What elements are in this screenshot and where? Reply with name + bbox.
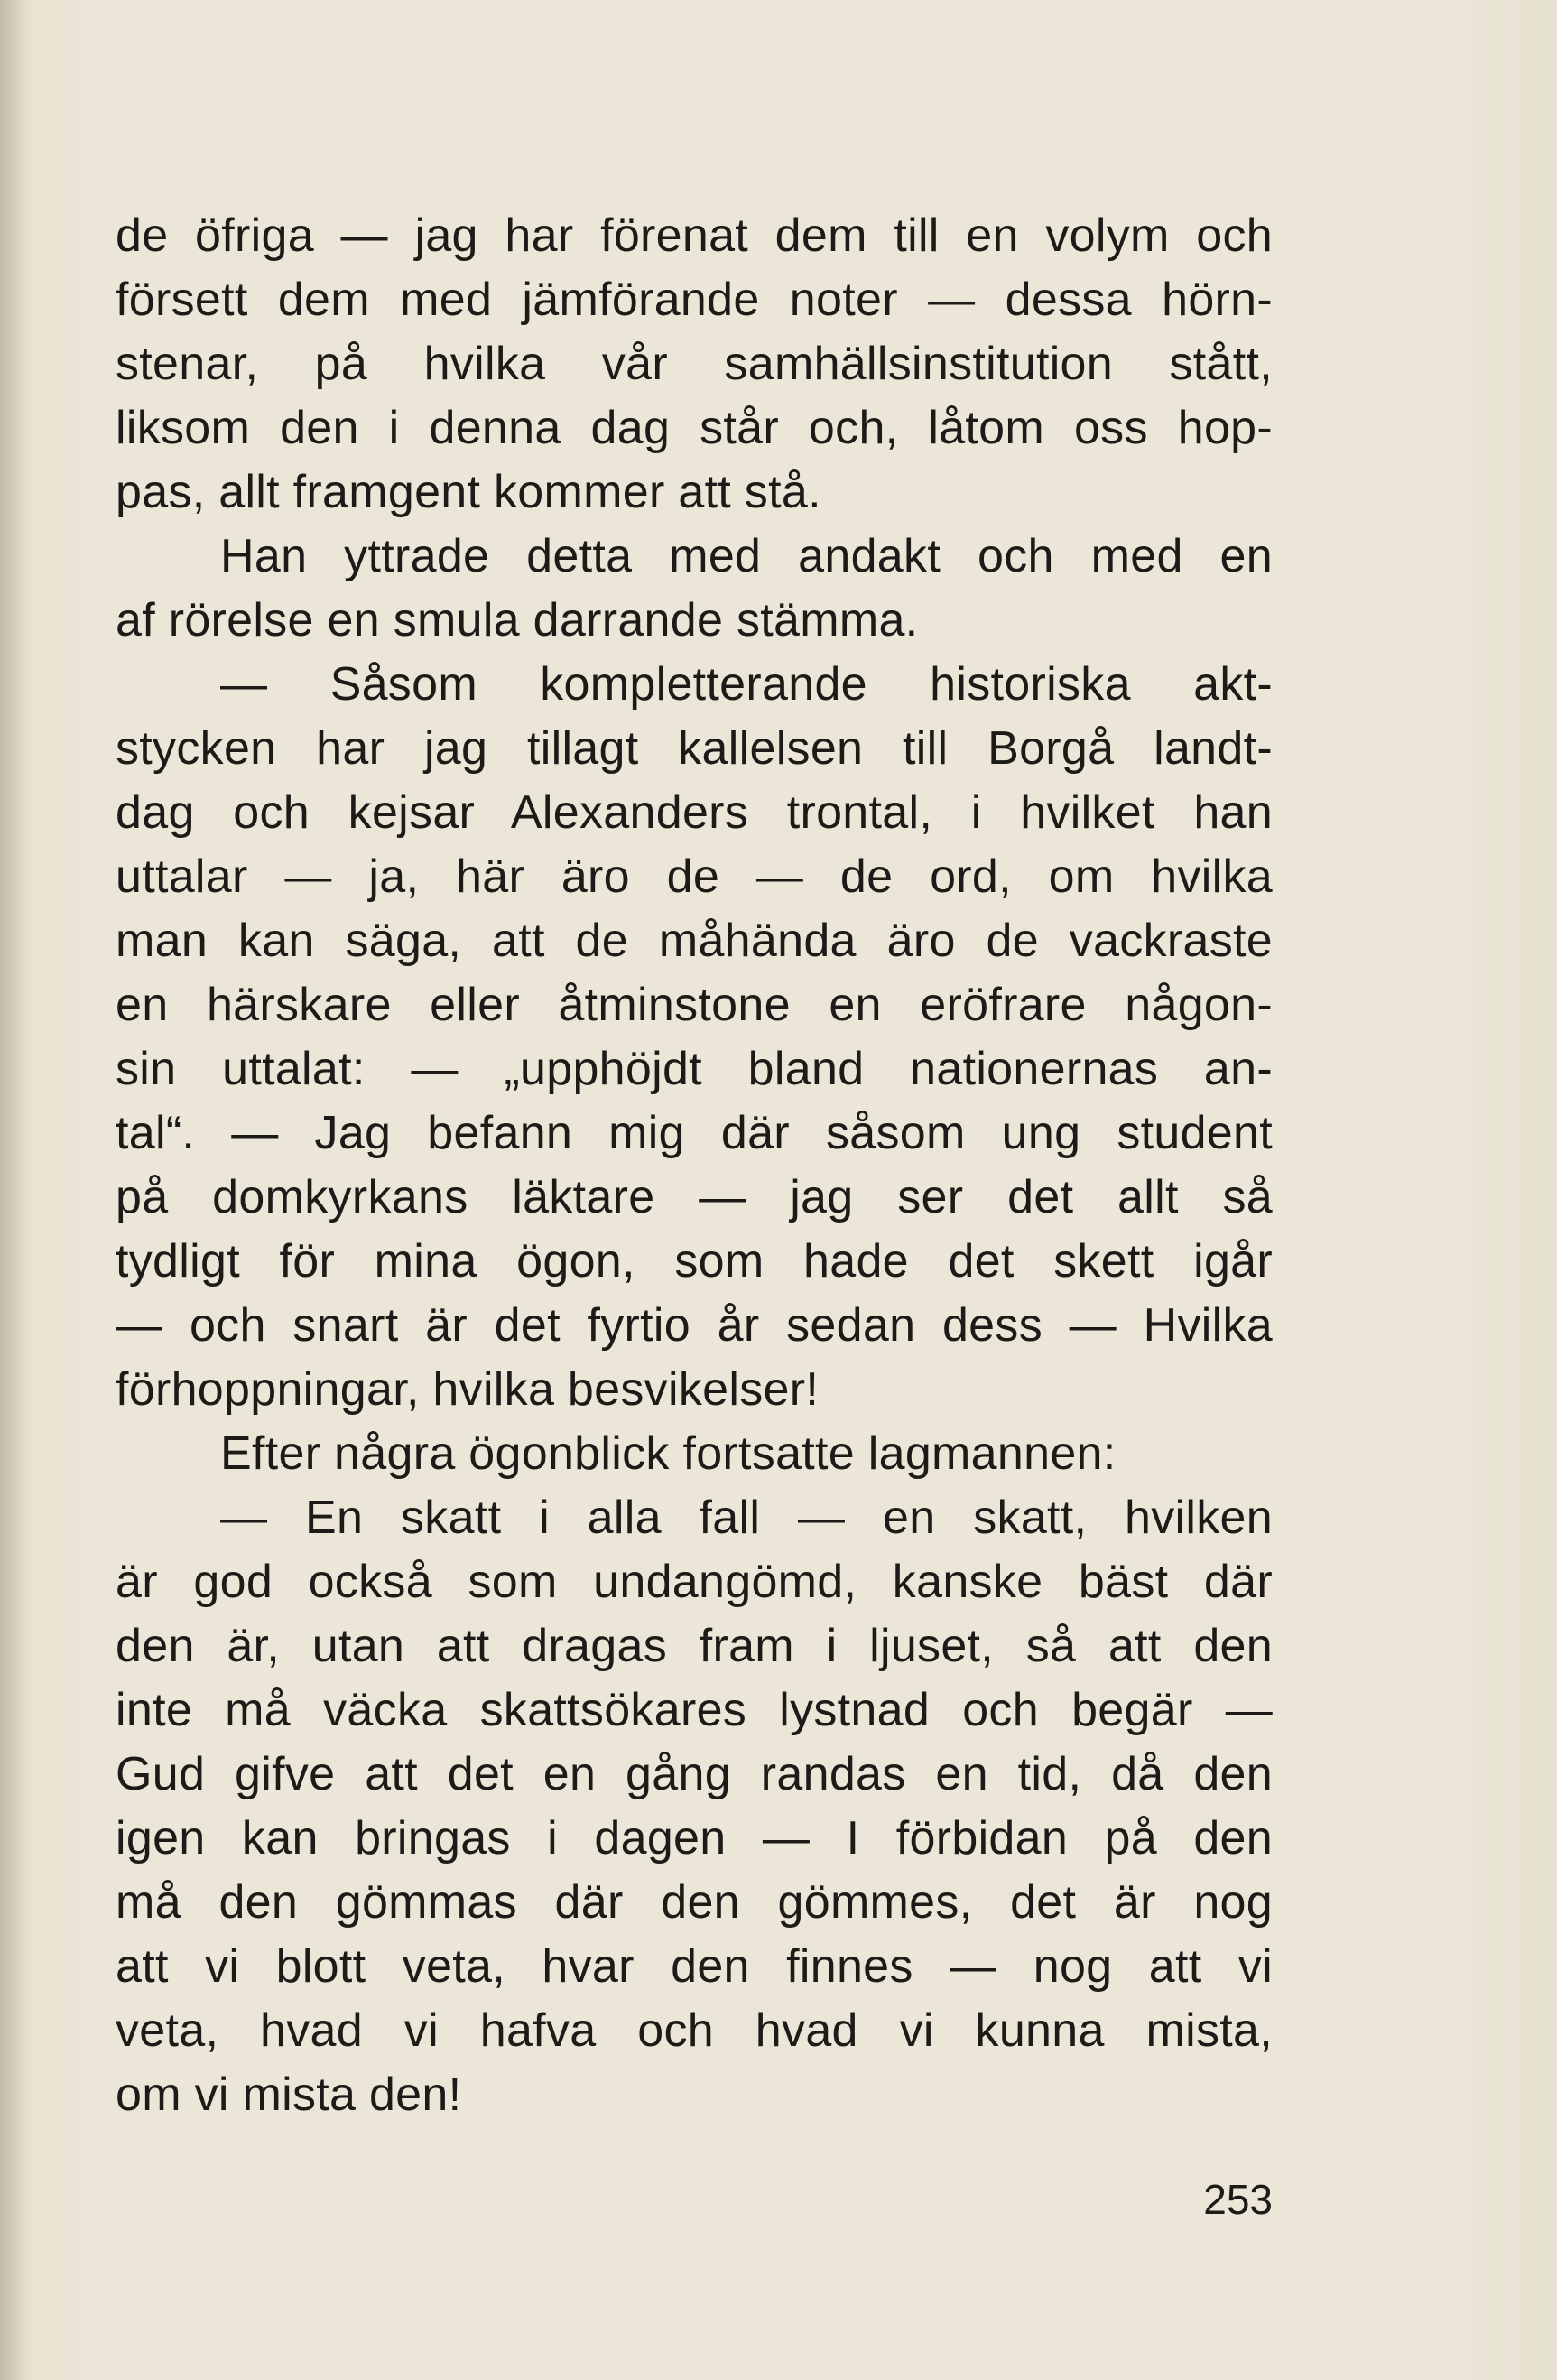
text-line: dag och kejsar Alexanders trontal, i hvilket han <box>116 786 1273 839</box>
text-line: veta, hvad vi hafva och hvad vi kunna mista, <box>116 2004 1273 2057</box>
text-line: om vi mista den! <box>116 2069 462 2121</box>
text-line: på domkyrkans läktare — jag ser det allt så <box>116 1171 1273 1223</box>
text-line: tal“. — Jag befann mig där såsom ung student <box>116 1107 1273 1159</box>
text-line: den är, utan att dragas fram i ljuset, så att den <box>116 1620 1273 1672</box>
text-line: de öfriga — jag har förenat dem till en volym och <box>116 209 1273 262</box>
text-line: — En skatt i alla fall — en skatt, hvilken <box>220 1492 1273 1544</box>
text-line: af rörelse en smula darrande stämma. <box>116 594 919 646</box>
text-line: Efter några ögonblick fortsatte lagmannen: <box>220 1427 1117 1480</box>
text-line: uttalar — ja, här äro de — de ord, om hvilka <box>116 851 1273 903</box>
page-gutter-shadow <box>0 0 25 2380</box>
text-line: försett dem med jämförande noter — dessa hörn- <box>116 274 1273 326</box>
text-line: stycken har jag tillagt kallelsen till Borgå landt- <box>116 722 1273 775</box>
text-line: stenar, på hvilka vår samhällsinstitution stått, <box>116 338 1273 390</box>
text-line: — Såsom kompletterande historiska akt- <box>220 658 1273 711</box>
text-line: må den gömmas där den gömmes, det är nog <box>116 1876 1273 1929</box>
text-line: att vi blott veta, hvar den finnes — nog att vi <box>116 1940 1273 1993</box>
text-line: inte må väcka skattsökares lystnad och begär — <box>116 1684 1273 1736</box>
text-line: tydligt för mina ögon, som hade det skett igår <box>116 1235 1273 1288</box>
text-line: man kan säga, att de måhända äro de vackraste <box>116 915 1273 967</box>
page-number: 253 <box>1203 2176 1273 2223</box>
text-line: en härskare eller åtminstone en eröfrare någon- <box>116 979 1273 1031</box>
text-line: sin uttalat: — „upphöjdt bland nationernas an- <box>116 1043 1273 1095</box>
text-line: Han yttrade detta med andakt och med en <box>220 530 1273 582</box>
body-text <box>116 204 1273 2127</box>
text-line: pas, allt framgent kommer att stå. <box>116 466 821 518</box>
text-line: liksom den i denna dag står och, låtom oss hop- <box>116 402 1273 454</box>
text-line: — och snart är det fyrtio år sedan dess — Hvilka <box>116 1299 1273 1352</box>
text-line: Gud gifve att det en gång randas en tid, då den <box>116 1748 1273 1800</box>
text-line: förhoppningar, hvilka besvikelser! <box>116 1363 820 1416</box>
text-line: igen kan bringas i dagen — I förbidan på den <box>116 1812 1273 1864</box>
text-line: är god också som undangömd, kanske bäst där <box>116 1556 1273 1608</box>
